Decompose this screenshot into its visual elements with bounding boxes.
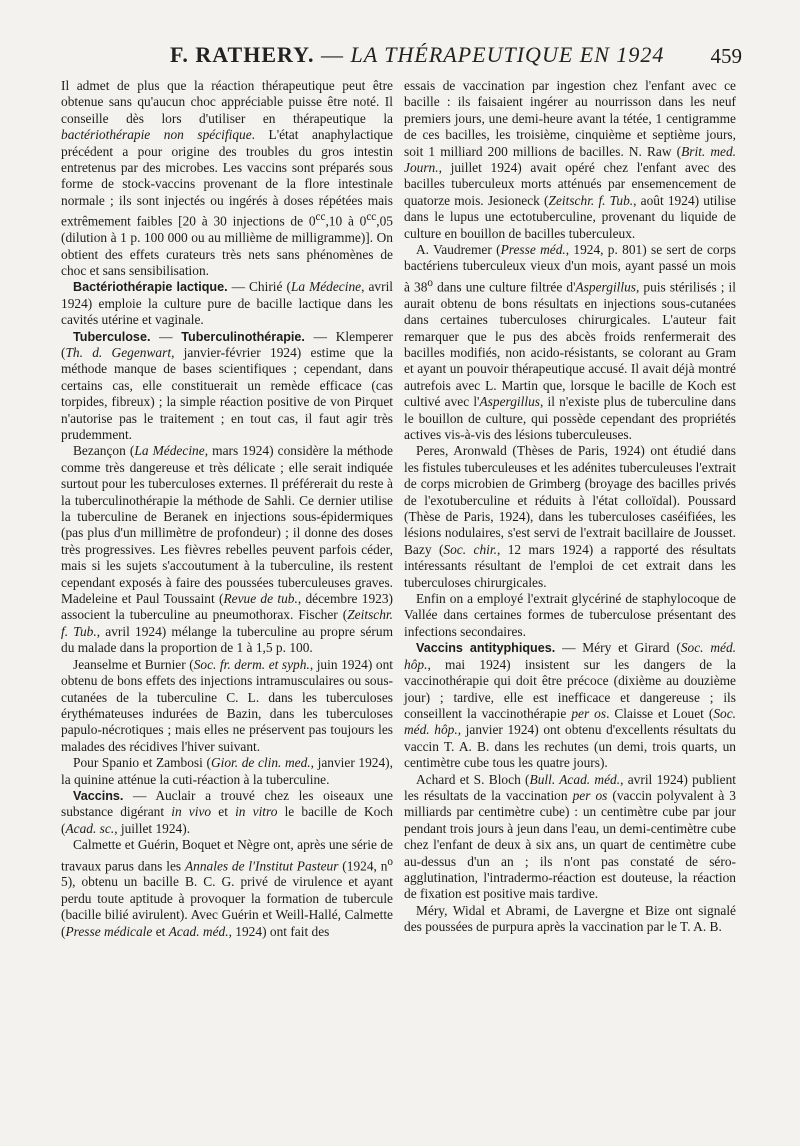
header-dash: — <box>314 42 351 67</box>
paragraph: A. Vaudremer (Presse méd., 1924, p. 801) se sert de corps bactériens tuberculeux vieux d'un mois, ayant passé un mois à 38$^o$ dans une culture filtrée d'Aspergillus, puis stérilisés ; il aurait obtenu de bons résultats en injections sous-cutanées dans certaines tuberculoses chirurgicales. L'auteur fait remarquer que le pus des abcès froids renfermerait des bacilles modifiés, non acido-résistants, se colorant au Gram et ayant un pouvoir thérapeutique accusé. Il avait déjà montré autrefois avec L. Martin que, lorsque le bacille de Koch est cultivé avec l'Aspergillus, il n'existe plus de tuberculine dans le bouillon de culture, qui possède cependant des propriétés actives vis-à-vis des lésions tuberculeuses. <box>404 242 736 442</box>
paragraph: Vaccins antityphiques. — Méry et Girard (Soc. méd. hôp., mai 1924) insistent sur les dangers de la vaccinothérapie qui doit être précoce (dixième au douzième jour) ; tardive, elle est inefficace et dangereuse ; ils conseillent la vaccinothérapie per os. Claisse et Louet (Soc. méd. hôp., janvier 1924) ont obtenu d'excellents résultats du vaccin T. A. B. dans les rechutes (un demi, trois quarts, un centimètre cube tous les quatre jours). <box>404 640 736 771</box>
paragraph: Vaccins. — Auclair a trouvé chez les oiseaux une substance digérant in vivo et in vitro le bacille de Koch (Acad. sc., juillet 1924). <box>61 787 393 836</box>
left-column <box>61 78 393 940</box>
paragraph: Il admet de plus que la réaction thérapeutique peut être obtenue sans qu'aucun choc appréciable puisse être noté. Il conseille dès lors d'utiliser en thérapeutique la bactériothérapie non spécifique. L'état anaphylactique précédent a pour origine des troubles du gros intestin entretenus par des microbes. Les vaccins sont préparés sous forme de stock-vaccins provenant de la flore intestinale normale ; ils sont injectés ou ingérés à doses répétées mais extrêmement faibles [20 à 30 injections de $0^{cc},10$ à $0^{cc},05$ (dilution à 1 p. 100 000 ou au millième de milligramme)]. On obtient des effets curateurs très nets sans phénomènes de choc et sans sensibilisation. <box>61 78 393 278</box>
paragraph: Pour Spanio et Zambosi (Gior. de clin. med., janvier 1924), la quinine atténue la cuti-réaction à la tuberculine. <box>61 755 393 787</box>
right-column <box>404 78 736 936</box>
header-topic: LA THÉRAPEUTIQUE EN 1924 <box>350 42 665 67</box>
paragraph: Bactériothérapie lactique. — Chirié (La Médecine, avril 1924) emploie la culture pure de bacille lactique dans les cavités utérine et vaginale. <box>61 279 394 328</box>
paragraph: Méry, Widal et Abrami, de Lavergne et Bize ont signalé des poussées de purpura après la vaccination par le T. A. B. <box>404 902 736 935</box>
paragraph: essais de vaccination par ingestion chez l'enfant avec ce bacille : ils faisaient ingérer au nourrisson dans les neuf premiers jours, une demi-heure avant la tétée, 1 centigramme de ces bacilles, les troisième, cinquième et septième jours, soit 1 milliard 200 millions de bacilles. N. Raw (Brit. med. Journ., juillet 1924) avait opéré chez l'enfant avec des bacilles tuberculeux morts atténués par ensemencement de quatorze mois. Jesioneck (Zeitschr. f. Tub., août 1924) utilise dans le lupus une ectotuberculine, provenant du liquide de culture en bouillon de bacilles tuberculeux. <box>404 78 737 241</box>
paragraph: Jeanselme et Burnier (Soc. fr. derm. et syph., juin 1924) ont obtenu de bons effets des injections intramusculaires ou sous-cutanées de la tuberculine C. L. dans les tuberculoses érythémateuses indurées de Bazin, dans les tuberculoses papulo-nécrotiques ; mais elles ne préservent pas toujours les malades des récidives l'hiver suivant. <box>61 656 393 754</box>
paragraph: Achard et S. Bloch (Bull. Acad. méd., avril 1924) publient les résultats de la vaccination per os (vaccin polyvalent à 3 milliards par centimètre cube) : un centimètre cube par jour pendant trois jours à jeun dans l'eau, un demi-centimètre cube chez l'enfant de deux à six ans, un quart de centimètre cube au-dessus d'un an ; ils n'ont pas constaté de séro-agglutination, l'intradermo-réaction est douteuse, la réaction de fixation est positive mais tardive. <box>404 771 736 902</box>
running-header <box>60 42 742 76</box>
page-number: 459 <box>710 44 742 68</box>
paragraph: Enfin on a employé l'extrait glycériné de staphylocoque de Vallée dans certaines formes de tuberculose présentant des infections secondaires. <box>404 591 736 639</box>
header-author: F. RATHERY. <box>170 42 315 67</box>
paragraph: Calmette et Guérin, Boquet et Nègre ont, après une série de travaux parus dans les Annales de l'Institut Pasteur (1924, $n^o$ 5), obtenu un bacille B. C. G. privé de virulence et ayant perdu toute aptitude à provoquer la formation de tubercule (bacille bilié avirulent). Avec Guérin et Weill-Hallé, Calmette (Presse médicale et Acad. méd., 1924) ont fait des <box>61 837 393 939</box>
paragraph: Peres, Aronwald (Thèses de Paris, 1924) ont étudié dans les fistules tuberculeuses et les adénites tuberculeuses l'extrait de corps microbien de Grimberg (broyage des bacilles privés de l'exotuberculine et réduits à l'état colloïdal). Poussard (Thèse de Paris, 1924), dans les tuberculoses caséifiées, les lésions nodulaires, s'est servi de l'extrait bacillaire de Jousset. Bazy (Soc. chir., 12 mars 1924) a rapporté des résultats intéressants résultant de l'emploi de cet extrait dans les tuberculoses chirurgicales. <box>404 443 736 590</box>
paragraph: Tuberculose. — Tuberculinothérapie. — Klemperer (Th. d. Gegenwart, janvier-février 1924) estime que la méthode manque de bases scientifiques ; cependant, dans certains cas, elle constituerait un remède efficace (cas torpides, fibreux) ; la simple réaction positive de von Pirquet n'autorise pas le traitement ; en tout cas, il faut agir très prudemment. <box>61 328 393 442</box>
header-title <box>170 42 664 68</box>
paragraph: Bezançon (La Médecine, mars 1924) considère la méthode comme très dangereuse et très délicate ; elle serait indiquée surtout pour les tuberculoses externes. Il préférerait du reste à la tuberculinothérapie la méthode de Sahli. Ce dernier utilise la tuberculine de Beranek en injections sous-épidermiques (pas plus d'un millimètre de profondeur) ; il donne des doses très progressives. Les fièvres rebelles peuvent parfois céder, mais si les sujets s'accoutument à la tuberculine, ils restent cependant exposés à faire des poussées tuberculeuses graves. Madeleine et Paul Toussaint (Revue de tub., décembre 1923) associent la tuberculine au pneumothorax. Fischer (Zeitschr. f. Tub., avril 1924) mélange la tuberculine au propre sérum du malade dans la proportion de 1 à 1,5 p. 100. <box>61 443 393 656</box>
